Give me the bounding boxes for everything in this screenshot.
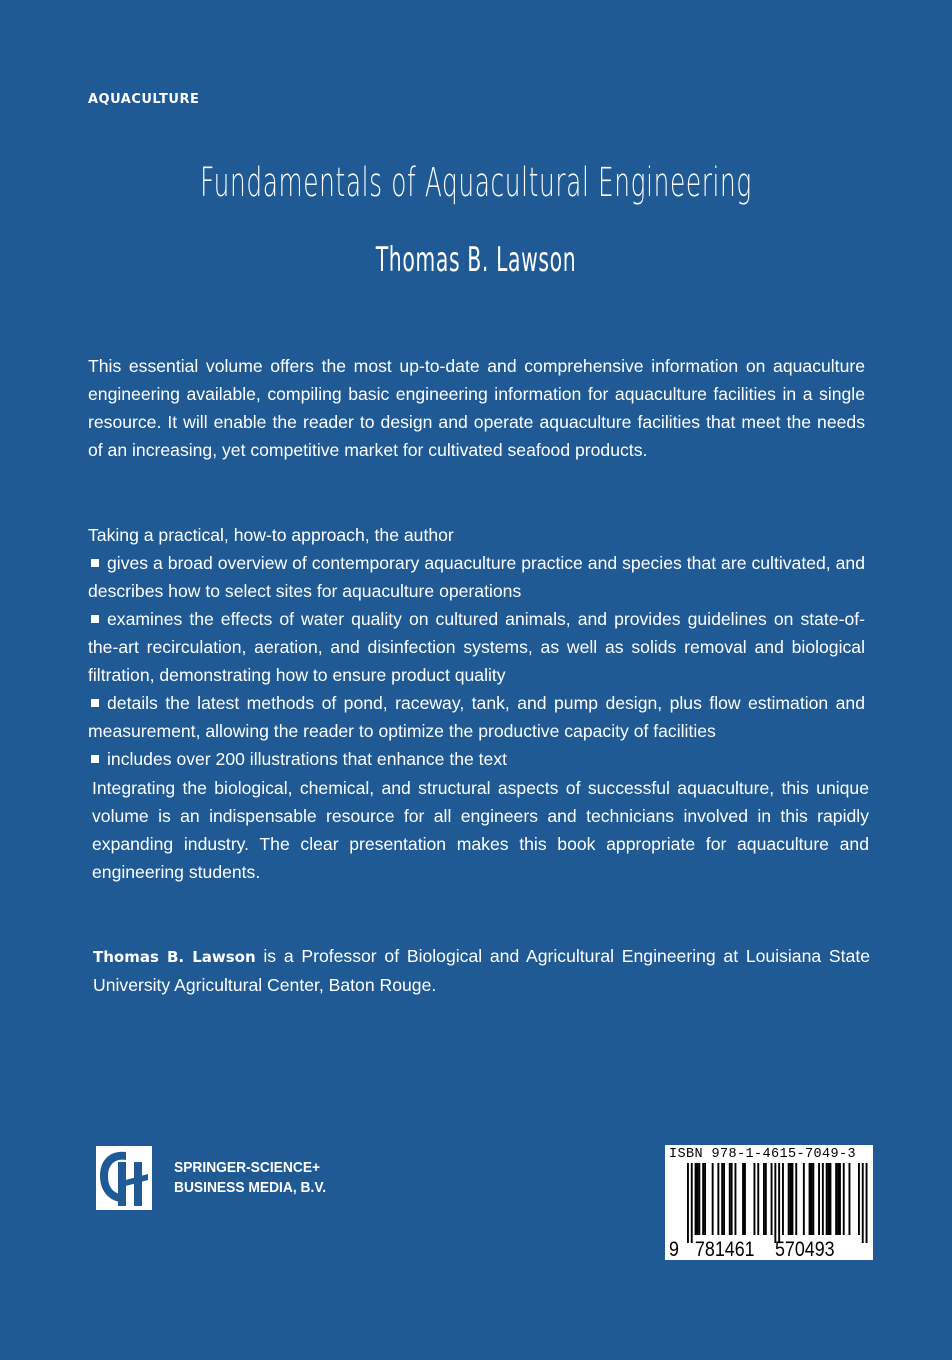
bullet-icon	[91, 699, 99, 707]
barcode-bar	[849, 1163, 851, 1235]
barcode-bar	[765, 1163, 767, 1235]
bullet-item: gives a broad overview of contemporary aquaculture practice and species that are cultivated, and describes how to select sites for aquaculture operations	[88, 553, 865, 601]
barcode-bar	[809, 1163, 811, 1235]
barcode-bar	[723, 1163, 725, 1235]
barcode-bar	[830, 1163, 832, 1235]
barcode-bar	[812, 1163, 814, 1235]
barcode-bar	[697, 1163, 699, 1235]
barcode-bar	[721, 1163, 723, 1235]
barcode-bar	[712, 1163, 714, 1235]
barcode-bar	[818, 1163, 820, 1235]
barcode-bar	[717, 1163, 719, 1235]
barcode-bar	[811, 1163, 813, 1235]
bio-name: Thomas B. Lawson	[93, 948, 256, 966]
book-title: Fundamentals of Aquacultural Engineering	[200, 160, 752, 206]
barcode-bar	[837, 1163, 839, 1235]
barcode-bar	[698, 1163, 700, 1235]
barcode-bar	[763, 1163, 765, 1235]
barcode-bar	[828, 1163, 830, 1235]
barcode-bar	[778, 1163, 780, 1243]
barcode-bar	[858, 1163, 860, 1235]
barcode-bar	[742, 1163, 744, 1235]
bio-text: is a Professor of Biological and Agricultural Engineering at Louisiana State University Agricultural Center, Baton Rouge.	[93, 946, 870, 995]
publisher-name: SPRINGER-SCIENCE+ BUSINESS MEDIA, B.V.	[174, 1159, 327, 1196]
intro-paragraph	[88, 352, 865, 464]
bullet-icon	[91, 615, 99, 623]
barcode-bar	[735, 1163, 737, 1235]
barcode-first-digit: 9	[669, 1238, 679, 1261]
barcode-bar	[687, 1163, 689, 1243]
integrating-paragraph	[92, 774, 869, 886]
barcode-bar	[843, 1163, 845, 1235]
intro-text: This essential volume offers the most up-to-date and comprehensive information on aquaculture engineering available, compiling basic engineering information for aquaculture facilities in a single resource. It will enable the reader to design and operate aquaculture facilities that meet the needs of an increasing, yet competitive market for cultivated seafood products.	[88, 356, 865, 460]
author-bio	[93, 942, 870, 999]
barcode-bar	[795, 1163, 797, 1235]
barcode-bar	[790, 1163, 792, 1235]
barcode-bar	[702, 1163, 704, 1235]
bullet-item: includes over 200 illustrations that enhance the text	[88, 745, 865, 773]
barcode-left-digits: 781461	[695, 1238, 755, 1261]
integrating-text: Integrating the biological, chemical, and structural aspects of successful aquaculture, this unique volume is an indispensable resource for all engineers and technicians involved in this rapidly expanding industry. The clear presentation makes this book appropriate for aquaculture and engineering students.	[92, 778, 869, 882]
publisher-logo-icon	[96, 1146, 152, 1210]
barcode-bar	[822, 1163, 824, 1235]
barcode-bar	[729, 1163, 731, 1235]
book-author: Thomas B. Lawson	[375, 240, 577, 280]
barcode-bars	[665, 1163, 873, 1243]
barcode-bar	[731, 1163, 733, 1235]
approach-lead: Taking a practical, how-to approach, the author	[88, 525, 454, 545]
barcode-bar	[788, 1163, 790, 1235]
barcode-bar	[771, 1163, 773, 1235]
barcode-bar	[691, 1163, 693, 1243]
bullet-icon	[91, 755, 99, 763]
bullet-item: details the latest methods of pond, raceway, tank, and pump design, plus flow estimation and measurement, allowing the reader to optimize the productive capacity of facilities	[88, 693, 865, 741]
barcode-bar	[782, 1163, 784, 1235]
barcode-bar	[862, 1163, 864, 1243]
features-section	[88, 521, 865, 773]
barcode-bar	[803, 1163, 805, 1235]
bullet-icon	[91, 559, 99, 567]
barcode-bar	[704, 1163, 706, 1235]
barcode-bar	[774, 1163, 776, 1243]
barcode-right-digits: 570493	[775, 1238, 835, 1261]
barcode-bar	[695, 1163, 697, 1235]
series-label: AQUACULTURE	[88, 92, 200, 107]
barcode-bar	[757, 1163, 759, 1235]
bullet-item: examines the effects of water quality on cultured animals, and provides guidelines on state-of-the-art recirculation, aeration, and disinfection systems, as well as solids removal and biological filtration, demonstrating how to ensure product quality	[88, 609, 865, 685]
barcode-bar	[835, 1163, 837, 1235]
isbn-label: ISBN 978-1-4615-7049-3	[669, 1147, 857, 1162]
barcode-bar	[792, 1163, 794, 1235]
barcode-bar	[754, 1163, 756, 1235]
barcode-bar	[826, 1163, 828, 1235]
barcode-bar	[744, 1163, 746, 1235]
barcode-bar	[866, 1163, 868, 1243]
isbn-barcode	[665, 1145, 873, 1260]
barcode-bar	[839, 1163, 841, 1235]
